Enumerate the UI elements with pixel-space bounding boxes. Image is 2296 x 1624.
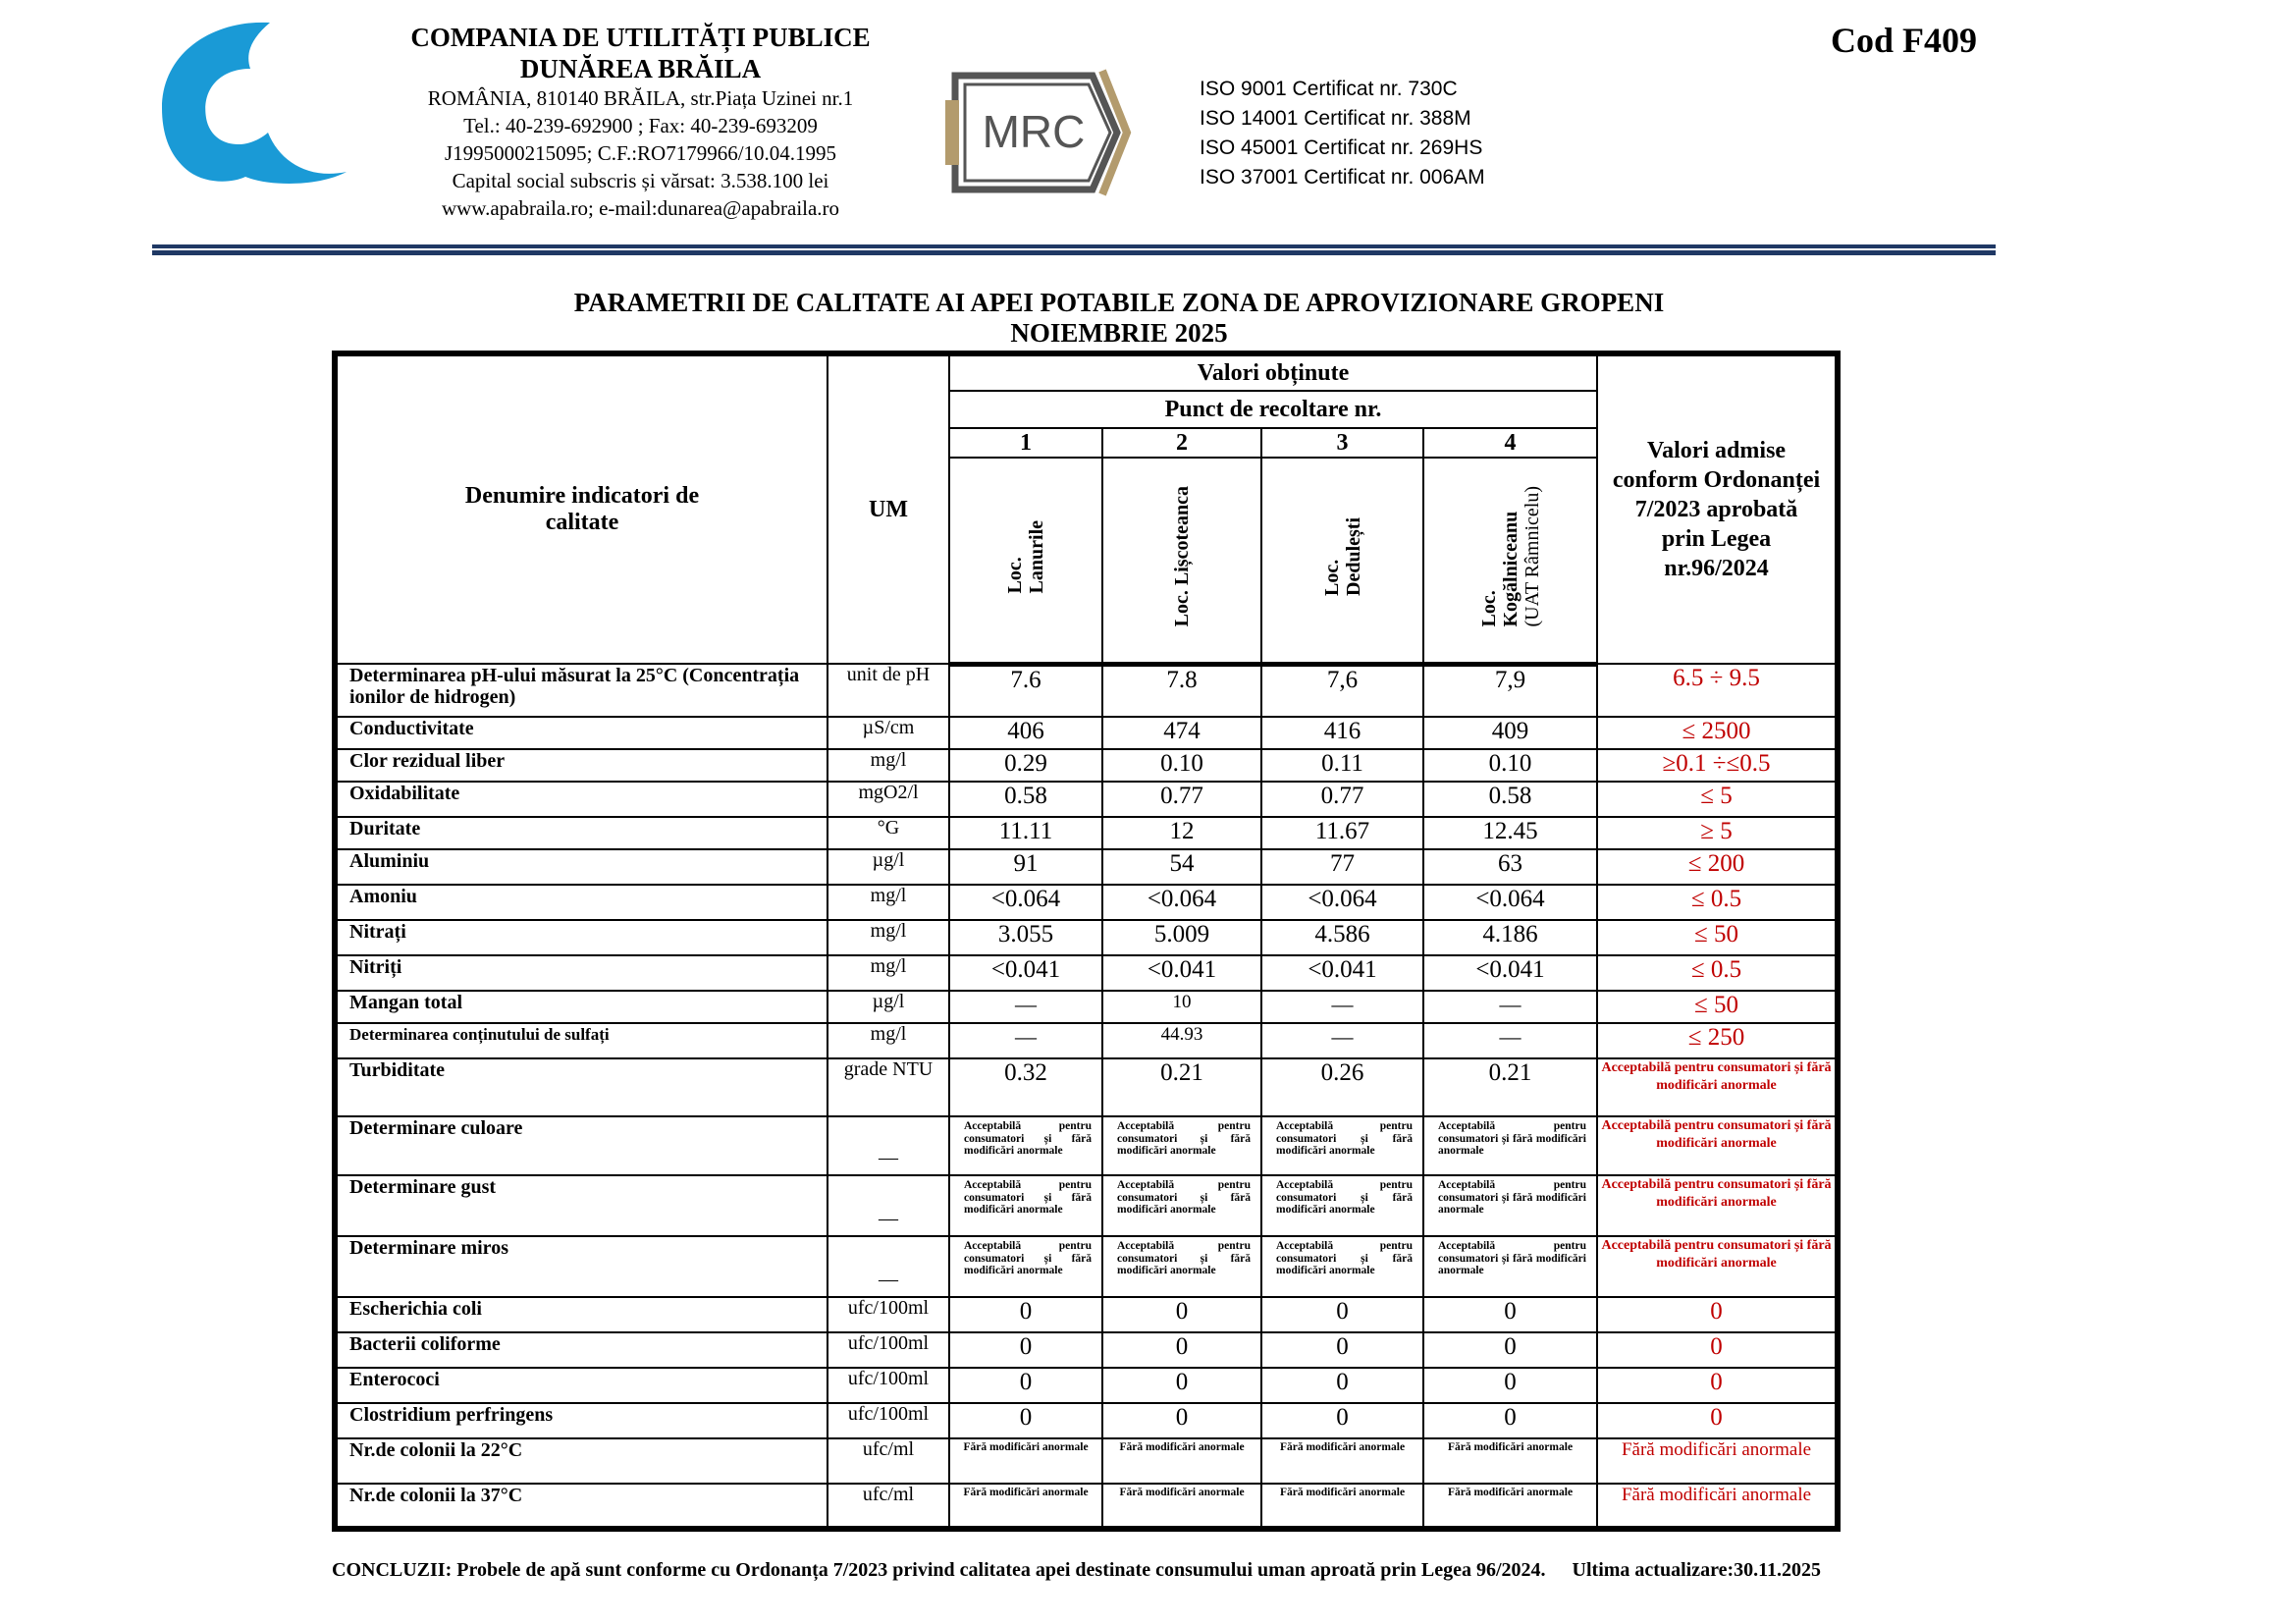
indicator-name: Nr.de colonii la 37°C (335, 1484, 828, 1529)
last-update: Ultima actualizare:30.11.2025 (1572, 1559, 1822, 1581)
measured-value: Fără modificări anormale (1102, 1484, 1261, 1529)
measured-value: 0 (949, 1332, 1102, 1368)
unit: mg/l (828, 885, 949, 920)
allowed-limit: Fără modificări anormale (1597, 1484, 1838, 1529)
measured-value: — (1261, 1023, 1423, 1058)
point-location: Loc. Dedulești (1261, 458, 1423, 664)
measured-value: 0.10 (1423, 749, 1597, 782)
company-address: ROMÂNIA, 810140 BRĂILA, str.Piața Uzinei nr.1 (427, 86, 854, 110)
point-location: Loc. Lanurile (949, 458, 1102, 664)
measured-value: 0 (1102, 1403, 1261, 1438)
unit: ufc/100ml (828, 1297, 949, 1332)
unit: °G (828, 817, 949, 849)
measured-value: 0.10 (1102, 749, 1261, 782)
measured-value: 11.11 (949, 817, 1102, 849)
allowed-limit: ≥0.1 ÷≤0.5 (1597, 749, 1838, 782)
measured-value: 77 (1261, 849, 1423, 885)
allowed-limit: 6.5 ÷ 9.5 (1597, 664, 1838, 717)
measured-value: Acceptabilă pentru consumatori și fără modificări anormale (949, 1236, 1102, 1297)
unit: ufc/ml (828, 1484, 949, 1529)
iso-line: ISO 45001 Certificat nr. 269HS (1200, 136, 1483, 159)
table-row (335, 664, 1838, 717)
measured-value: 416 (1261, 717, 1423, 749)
measured-value: Fără modificări anormale (949, 1484, 1102, 1529)
measured-value: 7.6 (949, 664, 1102, 717)
allowed-limit: ≤ 2500 (1597, 717, 1838, 749)
values-obtained-header: Valori obținute (949, 353, 1597, 391)
measured-value: — (1261, 991, 1423, 1023)
measured-value: Fără modificări anormale (1423, 1438, 1597, 1484)
point-number: 2 (1102, 428, 1261, 458)
indicator-name: Mangan total (335, 991, 828, 1023)
indicator-name: Aluminiu (335, 849, 828, 885)
table-row (335, 991, 1838, 1023)
allowed-limit: 0 (1597, 1297, 1838, 1332)
table-row (335, 849, 1838, 885)
measured-value: Acceptabilă pentru consumatori și fără modificări anormale (1102, 1116, 1261, 1175)
allowed-limit: 0 (1597, 1403, 1838, 1438)
company-web-email: www.apabraila.ro; e-mail:dunarea@apabraila.ro (441, 196, 840, 220)
company-logo-icon (152, 15, 348, 187)
measured-value: Acceptabilă pentru consumatori și fără modificări anormale (1261, 1236, 1423, 1297)
measured-value: 0.21 (1102, 1058, 1261, 1116)
company-info (373, 22, 908, 222)
indicator-name: Clostridium perfringens (335, 1403, 828, 1438)
measured-value: 0 (1261, 1332, 1423, 1368)
measured-value: 12 (1102, 817, 1261, 849)
indicator-name: Duritate (335, 817, 828, 849)
measured-value: Acceptabilă pentru consumatori și fără modificări anormale (1102, 1236, 1261, 1297)
measured-value: Fără modificări anormale (1261, 1484, 1423, 1529)
measured-value: Acceptabilă pentru consumatori și fără modificări anormale (1261, 1116, 1423, 1175)
measured-value: 0 (1423, 1297, 1597, 1332)
measured-value: — (1423, 991, 1597, 1023)
measured-value: 0.77 (1102, 782, 1261, 817)
indicator-name: Determinarea conținutului de sulfați (335, 1023, 828, 1058)
measured-value: <0.064 (1102, 885, 1261, 920)
iso-line: ISO 37001 Certificat nr. 006AM (1200, 166, 1485, 189)
measured-value: 0.77 (1261, 782, 1423, 817)
allowed-limit: ≤ 200 (1597, 849, 1838, 885)
measured-value: 0.26 (1261, 1058, 1423, 1116)
indicator-name: Enterococi (335, 1368, 828, 1403)
indicator-name: Escherichia coli (335, 1297, 828, 1332)
table-row (335, 1116, 1838, 1175)
table-row (335, 817, 1838, 849)
measured-value: 3.055 (949, 920, 1102, 955)
measured-value: — (949, 1023, 1102, 1058)
page-title (334, 288, 1904, 349)
title-line1: PARAMETRII DE CALITATE AI APEI POTABILE ZONA DE APROVIZIONARE GROPENI (573, 288, 1665, 317)
header-divider (152, 250, 1996, 255)
indicator-name: Turbiditate (335, 1058, 828, 1116)
measured-value: <0.041 (1423, 955, 1597, 991)
unit: ufc/ml (828, 1438, 949, 1484)
unit: — (828, 1236, 949, 1297)
table-row (335, 749, 1838, 782)
sampling-point-header: Punct de recoltare nr. (949, 391, 1597, 428)
measured-value: Acceptabilă pentru consumatori și fără modificări anormale (1423, 1236, 1597, 1297)
unit: mgO2/l (828, 782, 949, 817)
point-location: Loc. Lișcoteanca (1102, 458, 1261, 664)
mrc-label: MRC (982, 106, 1086, 157)
measured-value: 63 (1423, 849, 1597, 885)
measured-value: 7,9 (1423, 664, 1597, 717)
col-limits-header: Valori admise conform Ordonanței 7/2023 aprobată prin Legea nr.96/2024 (1597, 353, 1838, 664)
col-indicator-header: Denumire indicatori de calitate (335, 353, 828, 664)
measured-value: Fără modificări anormale (1102, 1438, 1261, 1484)
unit: mg/l (828, 1023, 949, 1058)
unit: ufc/100ml (828, 1368, 949, 1403)
measured-value: Acceptabilă pentru consumatori și fără modificări anormale (949, 1116, 1102, 1175)
unit: µg/l (828, 849, 949, 885)
unit: µS/cm (828, 717, 949, 749)
allowed-limit: Acceptabilă pentru consumatori și fără modificări anormale (1597, 1058, 1838, 1116)
measured-value: <0.064 (1423, 885, 1597, 920)
company-name-line1: COMPANIA DE UTILITĂȚI PUBLICE (410, 23, 871, 52)
unit: mg/l (828, 749, 949, 782)
allowed-limit: ≥ 5 (1597, 817, 1838, 849)
allowed-limit: ≤ 5 (1597, 782, 1838, 817)
measured-value: Acceptabilă pentru consumatori și fără modificări anormale (949, 1175, 1102, 1236)
measured-value: 5.009 (1102, 920, 1261, 955)
measured-value: Acceptabilă pentru consumatori și fără modificări anormale (1423, 1175, 1597, 1236)
measured-value: Fără modificări anormale (1261, 1438, 1423, 1484)
table-row (335, 1438, 1838, 1484)
indicator-name: Conductivitate (335, 717, 828, 749)
unit: ufc/100ml (828, 1403, 949, 1438)
point-number: 4 (1423, 428, 1597, 458)
indicator-name: Determinare miros (335, 1236, 828, 1297)
unit: ufc/100ml (828, 1332, 949, 1368)
col-um-header: UM (828, 353, 949, 664)
indicator-name: Nitriți (335, 955, 828, 991)
allowed-limit: Acceptabilă pentru consumatori și fără modificări anormale (1597, 1236, 1838, 1297)
point-number: 3 (1261, 428, 1423, 458)
unit: mg/l (828, 955, 949, 991)
indicator-name: Determinarea pH-ului măsurat la 25°C (Concentrația ionilor de hidrogen) (335, 664, 828, 717)
measured-value: 91 (949, 849, 1102, 885)
measured-value: 0 (1261, 1368, 1423, 1403)
table-row (335, 885, 1838, 920)
measured-value: 474 (1102, 717, 1261, 749)
company-phone-fax: Tel.: 40-239-692900 ; Fax: 40-239-693209 (463, 114, 818, 137)
allowed-limit: ≤ 50 (1597, 920, 1838, 955)
measured-value: 0 (1102, 1368, 1261, 1403)
measured-value: 4.586 (1261, 920, 1423, 955)
table-row (335, 1023, 1838, 1058)
measured-value: 0.21 (1423, 1058, 1597, 1116)
measured-value: Acceptabilă pentru consumatori și fără modificări anormale (1423, 1116, 1597, 1175)
iso-certifications (1200, 75, 1485, 192)
measured-value: 0 (949, 1297, 1102, 1332)
measured-value: 0.32 (949, 1058, 1102, 1116)
measured-value: 4.186 (1423, 920, 1597, 955)
measured-value: <0.064 (1261, 885, 1423, 920)
table-row (335, 717, 1838, 749)
allowed-limit: ≤ 0.5 (1597, 955, 1838, 991)
measured-value: 54 (1102, 849, 1261, 885)
conclusion (332, 1559, 2001, 1582)
form-code: Cod F409 (1831, 21, 1978, 60)
measured-value: 11.67 (1261, 817, 1423, 849)
measured-value: 0 (949, 1368, 1102, 1403)
table-row (335, 1058, 1838, 1116)
mrc-certification-logo (945, 61, 1132, 204)
conclusion-text: CONCLUZII: Probele de apă sunt conforme cu Ordonanța 7/2023 privind calitatea apei destinate consumului uman aproată prin Legea 96/2024. (332, 1559, 1546, 1581)
indicator-name: Amoniu (335, 885, 828, 920)
measured-value: 7.8 (1102, 664, 1261, 717)
measured-value: 7,6 (1261, 664, 1423, 717)
allowed-limit: Fără modificări anormale (1597, 1438, 1838, 1484)
measured-value: Fără modificări anormale (949, 1438, 1102, 1484)
unit: — (828, 1175, 949, 1236)
point-location: Loc. Kogălniceanu (UAT Râmnicelu) (1423, 458, 1597, 664)
iso-line: ISO 14001 Certificat nr. 388M (1200, 107, 1471, 130)
measured-value: 10 (1102, 991, 1261, 1023)
measured-value: — (1423, 1023, 1597, 1058)
table-row (335, 955, 1838, 991)
company-capital: Capital social subscris și vărsat: 3.538.100 lei (452, 169, 829, 192)
quality-table (332, 351, 1841, 1532)
table-row (335, 1368, 1838, 1403)
indicator-name: Nitrați (335, 920, 828, 955)
measured-value: Acceptabilă pentru consumatori și fără modificări anormale (1102, 1175, 1261, 1236)
measured-value: <0.064 (949, 885, 1102, 920)
table-row (335, 1236, 1838, 1297)
measured-value: 0 (1102, 1297, 1261, 1332)
measured-value: — (949, 991, 1102, 1023)
table-row (335, 1403, 1838, 1438)
unit: — (828, 1116, 949, 1175)
table-row (335, 1175, 1838, 1236)
table-row (335, 1297, 1838, 1332)
measured-value: 0 (1423, 1403, 1597, 1438)
measured-value: 0 (1261, 1403, 1423, 1438)
table-row (335, 782, 1838, 817)
allowed-limit: 0 (1597, 1332, 1838, 1368)
measured-value: <0.041 (1261, 955, 1423, 991)
allowed-limit: ≤ 250 (1597, 1023, 1838, 1058)
unit: µg/l (828, 991, 949, 1023)
measured-value: <0.041 (1102, 955, 1261, 991)
point-number: 1 (949, 428, 1102, 458)
measured-value: 12.45 (1423, 817, 1597, 849)
measured-value: 0 (1261, 1297, 1423, 1332)
table-row (335, 1332, 1838, 1368)
allowed-limit: 0 (1597, 1368, 1838, 1403)
allowed-limit: Acceptabilă pentru consumatori și fără modificări anormale (1597, 1175, 1838, 1236)
company-registry: J1995000215095; C.F.:RO7179966/10.04.1995 (444, 141, 837, 165)
measured-value: Fără modificări anormale (1423, 1484, 1597, 1529)
measured-value: <0.041 (949, 955, 1102, 991)
measured-value: Acceptabilă pentru consumatori și fără modificări anormale (1261, 1175, 1423, 1236)
indicator-name: Nr.de colonii la 22°C (335, 1438, 828, 1484)
allowed-limit: ≤ 0.5 (1597, 885, 1838, 920)
measured-value: 409 (1423, 717, 1597, 749)
measured-value: 0 (1102, 1332, 1261, 1368)
measured-value: 0 (1423, 1368, 1597, 1403)
measured-value: 0.58 (1423, 782, 1597, 817)
measured-value: 0 (949, 1403, 1102, 1438)
unit: unit de pH (828, 664, 949, 717)
company-name-line2: DUNĂREA BRĂILA (519, 54, 762, 83)
table-row (335, 1484, 1838, 1529)
measured-value: 0.58 (949, 782, 1102, 817)
table-row (335, 920, 1838, 955)
iso-line: ISO 9001 Certificat nr. 730C (1200, 78, 1458, 100)
indicator-name: Determinare gust (335, 1175, 828, 1236)
indicator-name: Clor rezidual liber (335, 749, 828, 782)
indicator-name: Determinare culoare (335, 1116, 828, 1175)
allowed-limit: Acceptabilă pentru consumatori și fără modificări anormale (1597, 1116, 1838, 1175)
measured-value: 0 (1423, 1332, 1597, 1368)
unit: mg/l (828, 920, 949, 955)
measured-value: 44.93 (1102, 1023, 1261, 1058)
indicator-name: Oxidabilitate (335, 782, 828, 817)
title-line2: NOIEMBRIE 2025 (1010, 318, 1228, 348)
unit: grade NTU (828, 1058, 949, 1116)
measured-value: 406 (949, 717, 1102, 749)
header-divider (152, 244, 1996, 248)
table-body (335, 664, 1838, 1529)
allowed-limit: ≤ 50 (1597, 991, 1838, 1023)
measured-value: 0.29 (949, 749, 1102, 782)
measured-value: 0.11 (1261, 749, 1423, 782)
indicator-name: Bacterii coliforme (335, 1332, 828, 1368)
